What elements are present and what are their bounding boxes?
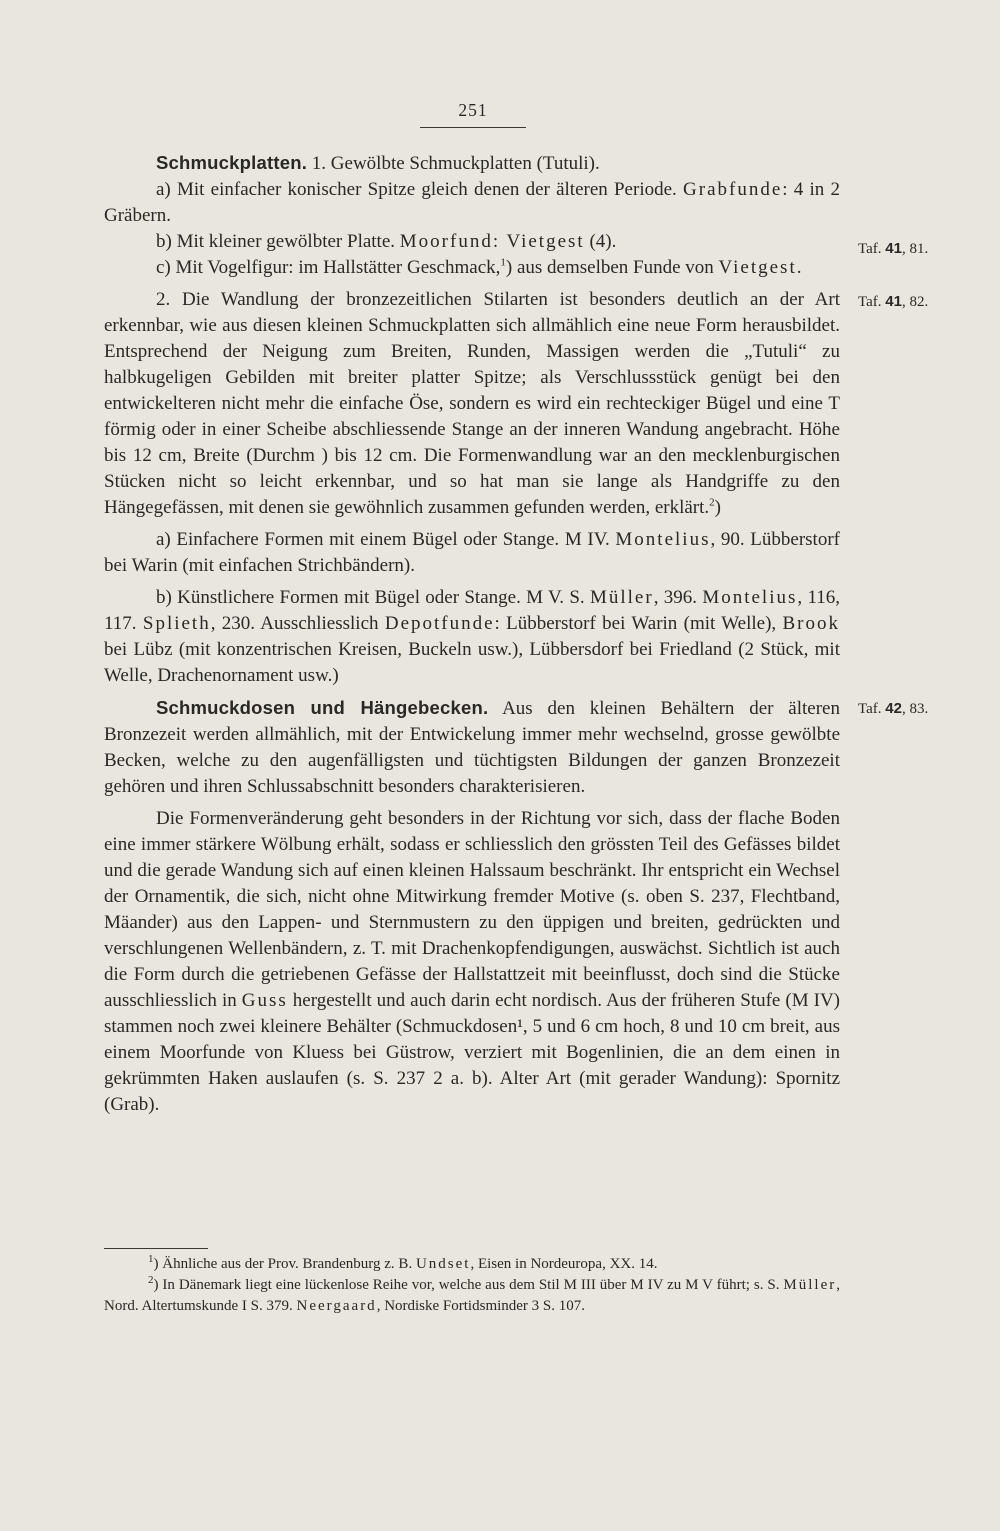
footnote-ref: 2 [709,496,715,509]
footnote-1: $^1$) Ähnliche aus der Prov. Brandenburg z. B. Undset, Eisen in Nordeuropa, XX. 14. [148,1253,658,1272]
paragraph-2b: b) Künstlichere Formen mit Bügel oder Stange. M V. S. Müller, 396. Montelius, 116, 117. Splieth, 230. Ausschliesslich Depotfunde: Lübberstorf bei Warin (mit Welle), Brook bei Lübz (mit konzentrischen Kreisen, Buckeln usw.), Lübbersdorf bei Friedland (2 Stück, mit Welle, Drachenornament usw.) [104,587,840,686]
section-heading-schmuckplatten: Schmuckplatten. [156,152,308,173]
margin-reference: Taf. 42, 83. [858,700,929,717]
paragraph-item-c: c) Mit Vogelfigur: im Hallstätter Geschmack,$^1$) aus demselben Funde von Vietgest. [156,256,802,278]
margin-reference: Taf. 41, 82. [858,293,929,310]
footnote-2: $^2$) In Dänemark liegt eine lückenlose Reihe vor, welche aus dem Stil M III über M IV zu M V führt; s. S. Müller, Nord. Altertumskunde I S. 379. Neergaard, Nordiske Fortidsminder 3 S. 107. [104,1274,840,1314]
page-number: 251 [420,100,526,128]
paragraph-item-a: a) Mit einfacher konischer Spitze gleich denen der älteren Periode. Grabfunde: 4 in 2 Gräbern. [104,179,840,226]
paragraph-2: 2. Die Wandlung der bronzezeitlichen Stilarten ist besonders deutlich an der Art erkennbar, wie aus diesen kleinen Schmuckplatten sich allmählich eine neue Form herausbildet. Entsprechend der Neigung zum Breiten, Runden, Massigen werden die „Tutuli“ zu halbkugeligen Gebilden mit breiter platter Spitze; als Verschlussstück genügt bei den entwickelteren nicht mehr die einfache Öse, sondern es wird ein rechteckiger Bügel und eine T förmig oder in einer Scheibe abschliessende Stange an der inneren Wandung angebracht. Höhe bis 12 cm, Breite (Durchm ) bis 12 cm. Die Formenwandlung war an den mecklenburgischen Stücken nicht so leicht erkennbar, und so hat man sie lange als Handgriffe zu den Hängegefässen, mit denen sie gewöhnlich zusammen gefunden werden, erklärt.$^2$) [104,289,840,518]
footnote-ref: 1 [500,256,506,269]
footnotes [104,1254,840,1317]
margin-reference: Taf. 41, 81. [858,240,929,257]
section-heading-schmuckdosen: Schmuckdosen und Hängebecken. [156,697,489,718]
paragraph-formenveraenderung: Die Formenveränderung geht besonders in der Richtung vor sich, dass der flache Boden eine immer stärkere Wölbung erhält, sodass er schliesslich den grössten Teil des Gefässes bildet und die gerade Wandung sich auf einen kleinen Halssaum beschränkt. Ihr entspricht ein Wechsel der Ornamentik, die sich, nicht ohne Mitwirkung fremder Motive (s. oben S. 237, Flechtband, Mäander) aus den Lappen- und Sternmustern zu den üppigen und breiten, gedrückten und verschlungenen Wellenbändern, z. T. mit Drachenkopfendigungen, auswächst. Sichtlich ist auch die Form durch die getriebenen Gefässe der Hallstattzeit mit beeinflusst, doch sind die Stücke ausschliesslich in Guss hergestellt und auch darin echt nordisch. Aus der früheren Stufe (M IV) stammen noch zwei kleinere Behälter (Schmuckdosen¹, 5 und 6 cm hoch, 8 und 10 cm breit, aus einem Moorfunde von Kluess bei Güstrow, verziert mit Bogenlinien, die an dem einen in gekrümmten Haken auslaufen (s. S. 237 2 a. b). Alter Art (mit gerader Wandung): Spornitz (Grab). [104,808,841,1115]
paragraph-2a: a) Einfachere Formen mit einem Bügel oder Stange. M IV. Montelius, 90. Lübberstorf bei Warin (mit einfachen Strichbändern). [104,529,840,576]
footnote-divider [104,1248,208,1249]
paragraph-schmuckplatten-intro: Schmuckplatten. 1. Gewölbte Schmuckplatten (Tutuli). [156,152,600,174]
paragraph-item-b: b) Mit kleiner gewölbter Platte. Moorfund: Vietgest (4). [156,231,617,252]
main-text [104,150,840,1118]
paragraph-schmuckdosen-intro: Schmuckdosen und Hängebecken. Aus den kleinen Behältern der älteren Bronzezeit werden allmählich, mit der Entwickelung immer mehr wechselnd, grosse gewölbte Becken, welche zu den augenfälligsten und tüchtigsten Bildungen der ganzen Bronzezeit gehören und ihren Schlussabschnitt besonders charakterisieren. [104,697,840,797]
